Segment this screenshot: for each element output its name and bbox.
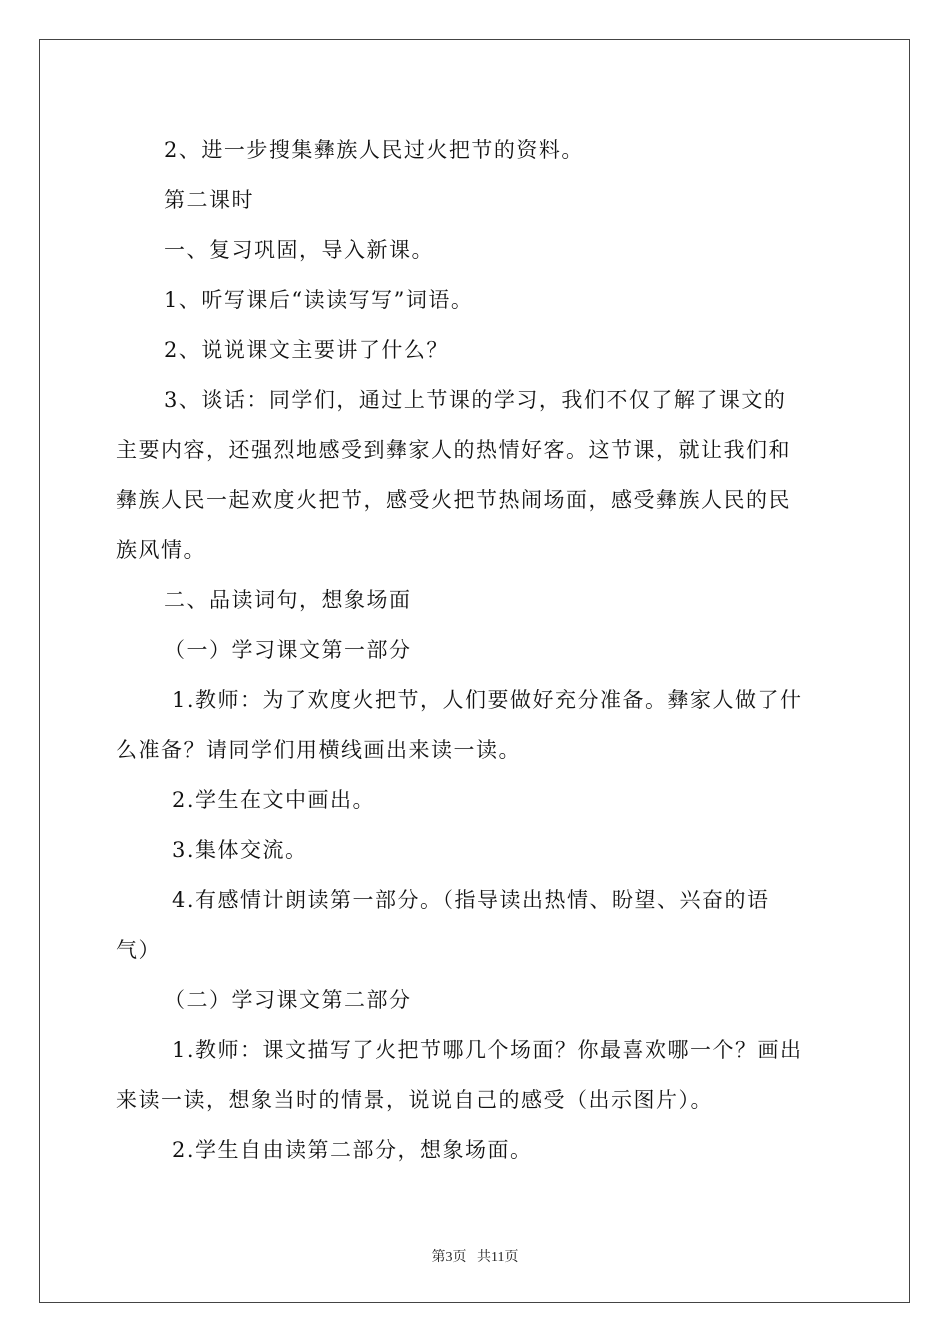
text-line: 1.教师：为了欢度火把节，人们要做好充分准备。彝家人做了什 — [172, 688, 803, 712]
text-line: 4.有感情计朗读第一部分。（指导读出热情、盼望、兴奋的语 — [172, 888, 770, 912]
text-line: 2.学生在文中画出。 — [172, 788, 376, 812]
page-total: 共11页 — [477, 1250, 519, 1265]
text-line: 么准备？请同学们用横线画出来读一读。 — [116, 738, 521, 762]
text-line: 族风情。 — [116, 538, 206, 562]
section-heading: 二、品读词句，想象场面 — [164, 588, 412, 612]
text-line: 1.教师：课文描写了火把节哪几个场面？你最喜欢哪一个？画出 — [172, 1038, 803, 1062]
subsection-heading: （二）学习课文第二部分 — [164, 988, 412, 1012]
text-line: 3.集体交流。 — [172, 838, 308, 862]
page-number: 第3页 — [431, 1250, 467, 1265]
text-line: 来读一读，想象当时的情景，说说自己的感受（出示图片）。 — [116, 1088, 713, 1112]
page-footer — [0, 1246, 950, 1266]
text-line: 气） — [116, 938, 161, 962]
text-line: 2.学生自由读第二部分，想象场面。 — [172, 1138, 533, 1162]
section-heading: 一、复习巩固，导入新课。 — [164, 238, 434, 262]
text-line: 1、听写课后“读读写写”词语。 — [164, 288, 474, 312]
text-line: 2、进一步搜集彝族人民过火把节的资料。 — [164, 138, 584, 162]
section-heading: 第二课时 — [164, 188, 254, 212]
text-line: 2、说说课文主要讲了什么？ — [164, 338, 449, 362]
subsection-heading: （一）学习课文第一部分 — [164, 638, 412, 662]
text-line: 3、谈话：同学们，通过上节课的学习，我们不仅了解了课文的 — [164, 388, 787, 412]
text-line: 主要内容，还强烈地感受到彝家人的热情好客。这节课，就让我们和 — [116, 438, 791, 462]
text-line: 彝族人民一起欢度火把节，感受火把节热闹场面，感受彝族人民的民 — [116, 488, 791, 512]
